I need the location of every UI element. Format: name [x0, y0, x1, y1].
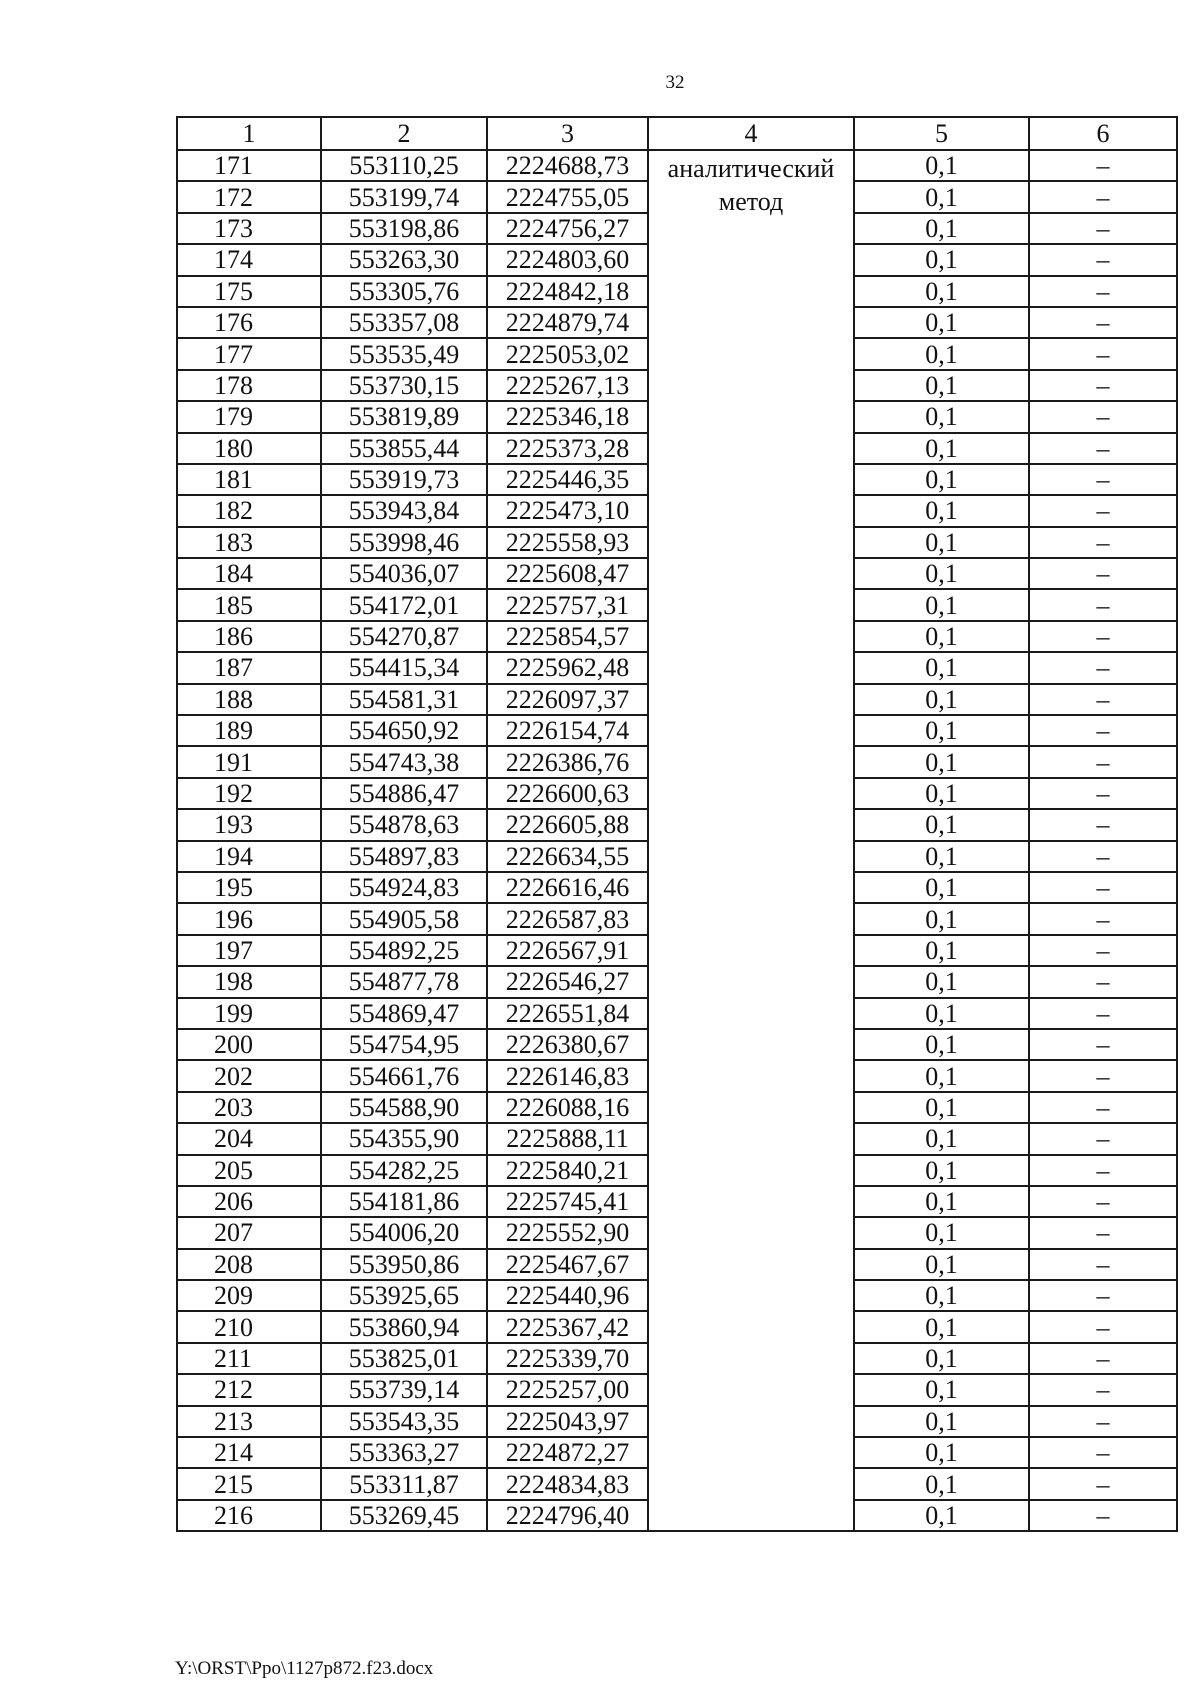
point-number-cell: 213	[177, 1406, 321, 1437]
accuracy-cell: 0,1	[854, 527, 1029, 558]
point-number-cell: 174	[177, 244, 321, 275]
accuracy-cell: 0,1	[854, 307, 1029, 338]
y-coordinate-cell: 2226386,76	[487, 746, 648, 777]
y-coordinate-cell: 2224803,60	[487, 244, 648, 275]
x-coordinate-cell: 554588,90	[321, 1092, 487, 1123]
description-cell: –	[1029, 1029, 1177, 1060]
x-coordinate-cell: 553269,45	[321, 1500, 487, 1531]
header-cell-2: 2	[321, 117, 487, 150]
description-cell: –	[1029, 1186, 1177, 1217]
accuracy-cell: 0,1	[854, 1311, 1029, 1342]
x-coordinate-cell: 553543,35	[321, 1406, 487, 1437]
x-coordinate-cell: 553730,15	[321, 370, 487, 401]
accuracy-cell: 0,1	[854, 684, 1029, 715]
table-header-row	[177, 117, 1177, 150]
accuracy-cell: 0,1	[854, 778, 1029, 809]
description-cell: –	[1029, 903, 1177, 934]
y-coordinate-cell: 2225854,57	[487, 621, 648, 652]
y-coordinate-cell: 2226551,84	[487, 998, 648, 1029]
y-coordinate-cell: 2225043,97	[487, 1406, 648, 1437]
description-cell: –	[1029, 1374, 1177, 1405]
point-number-cell: 204	[177, 1123, 321, 1154]
y-coordinate-cell: 2225467,67	[487, 1249, 648, 1280]
point-number-cell: 200	[177, 1029, 321, 1060]
point-number-cell: 175	[177, 276, 321, 307]
y-coordinate-cell: 2224879,74	[487, 307, 648, 338]
x-coordinate-cell: 554415,34	[321, 652, 487, 683]
header-cell-5: 5	[854, 117, 1029, 150]
y-coordinate-cell: 2225367,42	[487, 1311, 648, 1342]
description-cell: –	[1029, 1406, 1177, 1437]
description-cell: –	[1029, 1249, 1177, 1280]
description-cell: –	[1029, 1155, 1177, 1186]
x-coordinate-cell: 553110,25	[321, 150, 487, 181]
accuracy-cell: 0,1	[854, 276, 1029, 307]
point-number-cell: 197	[177, 935, 321, 966]
coordinates-table	[176, 116, 1178, 1532]
description-cell: –	[1029, 841, 1177, 872]
description-cell: –	[1029, 621, 1177, 652]
point-number-cell: 199	[177, 998, 321, 1029]
y-coordinate-cell: 2225446,35	[487, 464, 648, 495]
x-coordinate-cell: 554006,20	[321, 1217, 487, 1248]
accuracy-cell: 0,1	[854, 558, 1029, 589]
x-coordinate-cell: 554650,92	[321, 715, 487, 746]
x-coordinate-cell: 553943,84	[321, 495, 487, 526]
accuracy-cell: 0,1	[854, 433, 1029, 464]
x-coordinate-cell: 554886,47	[321, 778, 487, 809]
point-number-cell: 195	[177, 872, 321, 903]
footer-file-path: Y:\ORST\Ppo\1127p872.f23.docx	[175, 1658, 434, 1679]
description-cell: –	[1029, 715, 1177, 746]
x-coordinate-cell: 553950,86	[321, 1249, 487, 1280]
description-cell: –	[1029, 1437, 1177, 1468]
page-number: 32	[665, 72, 685, 93]
x-coordinate-cell: 554897,83	[321, 841, 487, 872]
y-coordinate-cell: 2226634,55	[487, 841, 648, 872]
accuracy-cell: 0,1	[854, 213, 1029, 244]
x-coordinate-cell: 554282,25	[321, 1155, 487, 1186]
accuracy-cell: 0,1	[854, 1123, 1029, 1154]
x-coordinate-cell: 554878,63	[321, 809, 487, 840]
accuracy-cell: 0,1	[854, 244, 1029, 275]
point-number-cell: 180	[177, 433, 321, 464]
point-number-cell: 171	[177, 150, 321, 181]
accuracy-cell: 0,1	[854, 1029, 1029, 1060]
point-number-cell: 198	[177, 966, 321, 997]
y-coordinate-cell: 2225608,47	[487, 558, 648, 589]
point-number-cell: 177	[177, 338, 321, 369]
y-coordinate-cell: 2226600,63	[487, 778, 648, 809]
x-coordinate-cell: 553535,49	[321, 338, 487, 369]
x-coordinate-cell: 553311,87	[321, 1468, 487, 1499]
accuracy-cell: 0,1	[854, 464, 1029, 495]
point-number-cell: 211	[177, 1343, 321, 1374]
description-cell: –	[1029, 464, 1177, 495]
y-coordinate-cell: 2225440,96	[487, 1280, 648, 1311]
description-cell: –	[1029, 684, 1177, 715]
header-cell-3: 3	[487, 117, 648, 150]
x-coordinate-cell: 553198,86	[321, 213, 487, 244]
y-coordinate-cell: 2225757,31	[487, 589, 648, 620]
y-coordinate-cell: 2225267,13	[487, 370, 648, 401]
point-number-cell: 179	[177, 401, 321, 432]
x-coordinate-cell: 554754,95	[321, 1029, 487, 1060]
point-number-cell: 208	[177, 1249, 321, 1280]
y-coordinate-cell: 2225840,21	[487, 1155, 648, 1186]
accuracy-cell: 0,1	[854, 966, 1029, 997]
y-coordinate-cell: 2225346,18	[487, 401, 648, 432]
method-text-line: метод	[718, 187, 784, 216]
x-coordinate-cell: 554172,01	[321, 589, 487, 620]
accuracy-cell: 0,1	[854, 903, 1029, 934]
x-coordinate-cell: 553919,73	[321, 464, 487, 495]
point-number-cell: 209	[177, 1280, 321, 1311]
point-number-cell: 212	[177, 1374, 321, 1405]
description-cell: –	[1029, 935, 1177, 966]
description-cell: –	[1029, 276, 1177, 307]
y-coordinate-cell: 2226587,83	[487, 903, 648, 934]
y-coordinate-cell: 2225339,70	[487, 1343, 648, 1374]
point-number-cell: 194	[177, 841, 321, 872]
y-coordinate-cell: 2225558,93	[487, 527, 648, 558]
point-number-cell: 185	[177, 589, 321, 620]
point-number-cell: 202	[177, 1060, 321, 1091]
accuracy-cell: 0,1	[854, 1186, 1029, 1217]
y-coordinate-cell: 2226146,83	[487, 1060, 648, 1091]
point-number-cell: 188	[177, 684, 321, 715]
description-cell: –	[1029, 1500, 1177, 1531]
accuracy-cell: 0,1	[854, 338, 1029, 369]
y-coordinate-cell: 2226380,67	[487, 1029, 648, 1060]
y-coordinate-cell: 2224834,83	[487, 1468, 648, 1499]
x-coordinate-cell: 553855,44	[321, 433, 487, 464]
accuracy-cell: 0,1	[854, 841, 1029, 872]
header-cell-6: 6	[1029, 117, 1177, 150]
description-cell: –	[1029, 966, 1177, 997]
y-coordinate-cell: 2224872,27	[487, 1437, 648, 1468]
description-cell: –	[1029, 1468, 1177, 1499]
accuracy-cell: 0,1	[854, 1249, 1029, 1280]
point-number-cell: 173	[177, 213, 321, 244]
point-number-cell: 203	[177, 1092, 321, 1123]
accuracy-cell: 0,1	[854, 401, 1029, 432]
accuracy-cell: 0,1	[854, 1343, 1029, 1374]
x-coordinate-cell: 554036,07	[321, 558, 487, 589]
y-coordinate-cell: 2225552,90	[487, 1217, 648, 1248]
y-coordinate-cell: 2224756,27	[487, 213, 648, 244]
description-cell: –	[1029, 1060, 1177, 1091]
accuracy-cell: 0,1	[854, 715, 1029, 746]
accuracy-cell: 0,1	[854, 1155, 1029, 1186]
description-cell: –	[1029, 652, 1177, 683]
y-coordinate-cell: 2225257,00	[487, 1374, 648, 1405]
description-cell: –	[1029, 1123, 1177, 1154]
description-cell: –	[1029, 872, 1177, 903]
x-coordinate-cell: 554355,90	[321, 1123, 487, 1154]
description-cell: –	[1029, 213, 1177, 244]
accuracy-cell: 0,1	[854, 589, 1029, 620]
x-coordinate-cell: 553199,74	[321, 181, 487, 212]
x-coordinate-cell: 553263,30	[321, 244, 487, 275]
method-text-line: аналитический	[667, 154, 835, 183]
description-cell: –	[1029, 998, 1177, 1029]
description-cell: –	[1029, 181, 1177, 212]
x-coordinate-cell: 554869,47	[321, 998, 487, 1029]
y-coordinate-cell: 2224755,05	[487, 181, 648, 212]
description-cell: –	[1029, 1311, 1177, 1342]
point-number-cell: 184	[177, 558, 321, 589]
point-number-cell: 178	[177, 370, 321, 401]
point-number-cell: 189	[177, 715, 321, 746]
coordinates-table-body	[177, 117, 1177, 1531]
y-coordinate-cell: 2225473,10	[487, 495, 648, 526]
x-coordinate-cell: 553363,27	[321, 1437, 487, 1468]
y-coordinate-cell: 2225888,11	[487, 1123, 648, 1154]
header-cell-1: 1	[177, 117, 321, 150]
point-number-cell: 182	[177, 495, 321, 526]
x-coordinate-cell: 553739,14	[321, 1374, 487, 1405]
y-coordinate-cell: 2224796,40	[487, 1500, 648, 1531]
accuracy-cell: 0,1	[854, 1406, 1029, 1437]
point-number-cell: 207	[177, 1217, 321, 1248]
y-coordinate-cell: 2225962,48	[487, 652, 648, 683]
y-coordinate-cell: 2226097,37	[487, 684, 648, 715]
point-number-cell: 210	[177, 1311, 321, 1342]
point-number-cell: 176	[177, 307, 321, 338]
x-coordinate-cell: 553819,89	[321, 401, 487, 432]
y-coordinate-cell: 2224688,73	[487, 150, 648, 181]
x-coordinate-cell: 553305,76	[321, 276, 487, 307]
y-coordinate-cell: 2226567,91	[487, 935, 648, 966]
point-number-cell: 181	[177, 464, 321, 495]
y-coordinate-cell: 2226616,46	[487, 872, 648, 903]
point-number-cell: 214	[177, 1437, 321, 1468]
description-cell: –	[1029, 746, 1177, 777]
point-number-cell: 216	[177, 1500, 321, 1531]
accuracy-cell: 0,1	[854, 1217, 1029, 1248]
x-coordinate-cell: 554877,78	[321, 966, 487, 997]
point-number-cell: 205	[177, 1155, 321, 1186]
point-number-cell: 183	[177, 527, 321, 558]
accuracy-cell: 0,1	[854, 872, 1029, 903]
description-cell: –	[1029, 433, 1177, 464]
description-cell: –	[1029, 1343, 1177, 1374]
x-coordinate-cell: 553825,01	[321, 1343, 487, 1374]
point-number-cell: 172	[177, 181, 321, 212]
point-number-cell: 196	[177, 903, 321, 934]
header-cell-4: 4	[648, 117, 854, 150]
accuracy-cell: 0,1	[854, 652, 1029, 683]
accuracy-cell: 0,1	[854, 746, 1029, 777]
accuracy-cell: 0,1	[854, 370, 1029, 401]
y-coordinate-cell: 2226154,74	[487, 715, 648, 746]
point-number-cell: 187	[177, 652, 321, 683]
x-coordinate-cell: 553925,65	[321, 1280, 487, 1311]
accuracy-cell: 0,1	[854, 1437, 1029, 1468]
accuracy-cell: 0,1	[854, 1280, 1029, 1311]
description-cell: –	[1029, 244, 1177, 275]
point-number-cell: 193	[177, 809, 321, 840]
accuracy-cell: 0,1	[854, 1500, 1029, 1531]
accuracy-cell: 0,1	[854, 495, 1029, 526]
accuracy-cell: 0,1	[854, 1060, 1029, 1091]
x-coordinate-cell: 554743,38	[321, 746, 487, 777]
description-cell: –	[1029, 495, 1177, 526]
accuracy-cell: 0,1	[854, 998, 1029, 1029]
point-number-cell: 206	[177, 1186, 321, 1217]
description-cell: –	[1029, 150, 1177, 181]
description-cell: –	[1029, 778, 1177, 809]
x-coordinate-cell: 553998,46	[321, 527, 487, 558]
description-cell: –	[1029, 307, 1177, 338]
x-coordinate-cell: 554924,83	[321, 872, 487, 903]
y-coordinate-cell: 2225745,41	[487, 1186, 648, 1217]
accuracy-cell: 0,1	[854, 1374, 1029, 1405]
point-number-cell: 191	[177, 746, 321, 777]
description-cell: –	[1029, 558, 1177, 589]
y-coordinate-cell: 2226088,16	[487, 1092, 648, 1123]
x-coordinate-cell: 554892,25	[321, 935, 487, 966]
point-number-cell: 192	[177, 778, 321, 809]
accuracy-cell: 0,1	[854, 1092, 1029, 1123]
description-cell: –	[1029, 1217, 1177, 1248]
x-coordinate-cell: 554905,58	[321, 903, 487, 934]
x-coordinate-cell: 554661,76	[321, 1060, 487, 1091]
description-cell: –	[1029, 589, 1177, 620]
y-coordinate-cell: 2225053,02	[487, 338, 648, 369]
description-cell: –	[1029, 338, 1177, 369]
y-coordinate-cell: 2225373,28	[487, 433, 648, 464]
point-number-cell: 215	[177, 1468, 321, 1499]
x-coordinate-cell: 554581,31	[321, 684, 487, 715]
method-cell	[648, 150, 854, 1531]
accuracy-cell: 0,1	[854, 809, 1029, 840]
description-cell: –	[1029, 1280, 1177, 1311]
description-cell: –	[1029, 401, 1177, 432]
x-coordinate-cell: 553357,08	[321, 307, 487, 338]
x-coordinate-cell: 554270,87	[321, 621, 487, 652]
x-coordinate-cell: 554181,86	[321, 1186, 487, 1217]
accuracy-cell: 0,1	[854, 1468, 1029, 1499]
x-coordinate-cell: 553860,94	[321, 1311, 487, 1342]
y-coordinate-cell: 2226546,27	[487, 966, 648, 997]
description-cell: –	[1029, 1092, 1177, 1123]
y-coordinate-cell: 2224842,18	[487, 276, 648, 307]
point-number-cell: 186	[177, 621, 321, 652]
accuracy-cell: 0,1	[854, 181, 1029, 212]
table-row	[177, 150, 1177, 181]
accuracy-cell: 0,1	[854, 935, 1029, 966]
accuracy-cell: 0,1	[854, 150, 1029, 181]
y-coordinate-cell: 2226605,88	[487, 809, 648, 840]
description-cell: –	[1029, 370, 1177, 401]
accuracy-cell: 0,1	[854, 621, 1029, 652]
description-cell: –	[1029, 809, 1177, 840]
description-cell: –	[1029, 527, 1177, 558]
